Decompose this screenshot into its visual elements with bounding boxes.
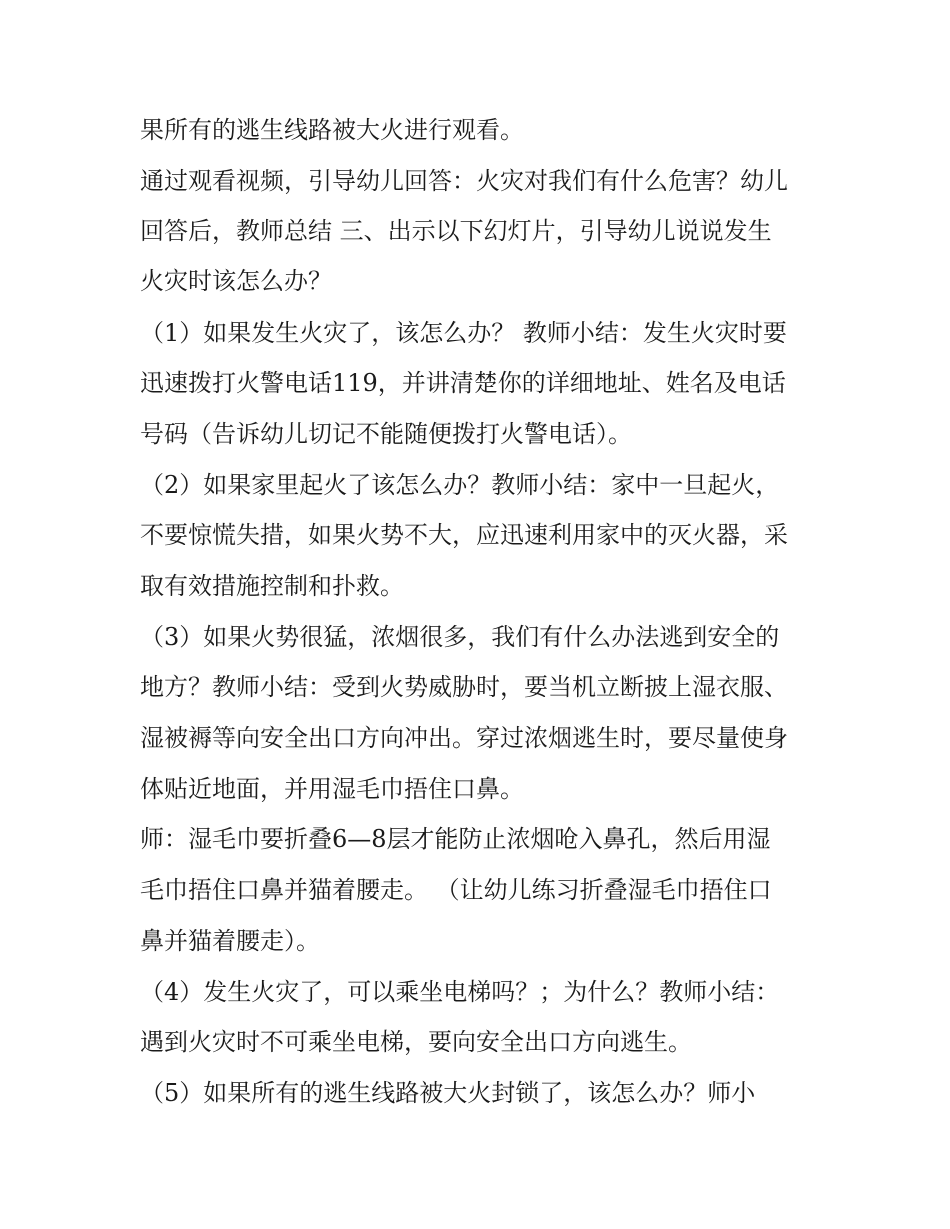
text-line: （2）如果家里起火了该怎么办？教师小结：家中一旦起火， (140, 471, 780, 499)
text-line: 不要惊慌失措，如果火势不大，应迅速利用家中的灭火器，采 (140, 521, 788, 549)
text-line: 师：湿毛巾要折叠6—8层才能防止浓烟呛入鼻孔，然后用湿 (140, 825, 771, 853)
text-line: 取有效措施控制和扑救。 (140, 572, 404, 600)
text-line: 火灾时该怎么办？ (140, 267, 332, 295)
text-line: 号码（告诉幼儿切记不能随便拨打火警电话）。 (140, 420, 632, 448)
text-line: 毛巾捂住口鼻并猫着腰走。 （让幼儿练习折叠湿毛巾捂住口 (140, 876, 772, 904)
text-line: （1）如果发生火灾了，该怎么办？ 教师小结：发生火灾时要 (140, 319, 787, 347)
text-line: 通过观看视频，引导幼儿回答：火灾对我们有什么危害？幼儿 (140, 167, 788, 195)
text-line: 鼻并猫着腰走）。 (140, 927, 320, 955)
text-line: 回答后，教师总结 三、出示以下幻灯片，引导幼儿说说发生 (140, 217, 772, 245)
text-line: 遇到火灾时不可乘坐电梯，要向安全出口方向逃生。 (140, 1028, 692, 1056)
text-line: 体贴近地面，并用湿毛巾捂住口鼻。 (140, 775, 524, 803)
text-line: 迅速拨打火警电话119，并讲清楚你的详细地址、姓名及电话 (140, 369, 786, 397)
text-line: 湿被褥等向安全出口方向冲出。穿过浓烟逃生时，要尽量使身 (140, 724, 788, 752)
text-line: 地方？教师小结：受到火势威胁时，要当机立断披上湿衣服、 (140, 673, 788, 701)
text-line: （3）如果火势很猛，浓烟很多，我们有什么办法逃到安全的 (140, 623, 780, 651)
text-line: （4）发生火灾了，可以乘坐电梯吗？；为什么？教师小结： (140, 978, 780, 1006)
text-line: （5）如果所有的逃生线路被大火封锁了，该怎么办？师小 (140, 1079, 756, 1107)
text-line: 果所有的逃生线路被大火进行观看。 (140, 116, 524, 144)
